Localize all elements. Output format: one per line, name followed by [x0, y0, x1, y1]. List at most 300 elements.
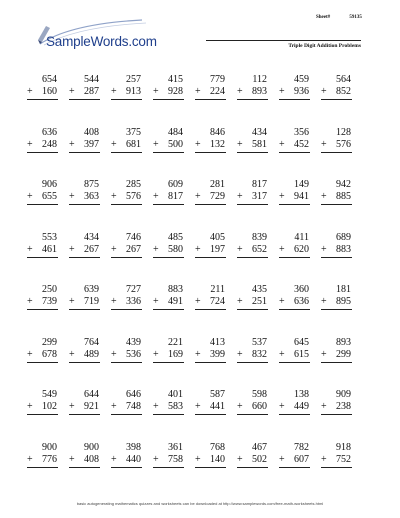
answer-line	[237, 414, 268, 415]
answer-line	[279, 257, 310, 258]
addition-problem	[234, 389, 276, 442]
addition-problem	[192, 74, 234, 127]
answer-line	[27, 204, 58, 205]
addend-bottom: 936	[294, 86, 309, 97]
addition-problem	[276, 232, 318, 285]
addend-top: 839	[252, 231, 267, 243]
addend-top: 211	[210, 284, 225, 295]
addend-top: 484	[168, 126, 183, 138]
addend-top: 415	[168, 74, 183, 85]
addend-bottom: 500	[168, 138, 183, 150]
plus-sign: +	[237, 296, 243, 307]
brand-logo[interactable]	[34, 18, 174, 58]
answer-line	[279, 152, 310, 153]
plus-sign: +	[153, 243, 159, 255]
answer-line	[279, 309, 310, 310]
addend-bottom: 399	[210, 348, 225, 360]
plus-sign: +	[153, 138, 159, 150]
plus-sign: +	[111, 401, 117, 412]
plus-sign: +	[237, 348, 243, 360]
addend-bottom: 267	[84, 243, 99, 255]
plus-sign: +	[321, 86, 327, 97]
addend-bottom: 652	[252, 243, 267, 255]
plus-sign: +	[321, 401, 327, 412]
addend-top: 906	[42, 179, 57, 190]
addition-problem	[108, 389, 150, 442]
addition-problem	[192, 284, 234, 337]
plus-sign: +	[69, 86, 75, 97]
addition-problem	[318, 337, 360, 390]
addend-top: 689	[336, 231, 351, 243]
addition-problem	[192, 389, 234, 442]
addition-problem	[276, 389, 318, 442]
addition-problem	[24, 389, 66, 442]
plus-sign: +	[321, 348, 327, 360]
addition-problem	[234, 74, 276, 127]
plus-sign: +	[111, 348, 117, 360]
addend-top: 587	[210, 389, 225, 400]
addition-problem	[66, 127, 108, 180]
addend-bottom: 832	[252, 348, 267, 360]
answer-line	[195, 152, 226, 153]
plus-sign: +	[111, 191, 117, 202]
addition-problem	[66, 74, 108, 127]
addend-top: 181	[336, 284, 351, 295]
answer-line	[195, 99, 226, 100]
addend-bottom: 776	[42, 453, 57, 465]
addition-problem	[108, 127, 150, 180]
answer-line	[153, 309, 184, 310]
addend-bottom: 724	[210, 296, 225, 307]
answer-line	[27, 414, 58, 415]
plus-sign: +	[27, 138, 33, 150]
answer-line	[69, 414, 100, 415]
addition-problem	[318, 284, 360, 337]
plus-sign: +	[237, 453, 243, 465]
addend-bottom: 248	[42, 138, 57, 150]
addend-top: 356	[294, 126, 309, 138]
addend-bottom: 748	[126, 401, 141, 412]
addend-top: 727	[126, 284, 141, 295]
addend-top: 564	[336, 74, 351, 85]
plus-sign: +	[153, 453, 159, 465]
plus-sign: +	[153, 401, 159, 412]
addend-top: 401	[168, 389, 183, 400]
plus-sign: +	[111, 138, 117, 150]
addend-bottom: 893	[252, 86, 267, 97]
addend-bottom: 102	[42, 401, 57, 412]
addend-bottom: 581	[252, 138, 267, 150]
answer-line	[111, 99, 142, 100]
addition-problem	[318, 179, 360, 232]
answer-line	[111, 152, 142, 153]
addend-top: 893	[336, 336, 351, 348]
addend-bottom: 461	[42, 243, 57, 255]
addend-bottom: 336	[126, 296, 141, 307]
addend-bottom: 317	[252, 191, 267, 202]
plus-sign: +	[195, 138, 201, 150]
addition-problem	[108, 179, 150, 232]
answer-line	[195, 414, 226, 415]
addend-bottom: 576	[336, 138, 351, 150]
plus-sign: +	[27, 401, 33, 412]
addend-top: 900	[84, 441, 99, 453]
addition-problem	[192, 337, 234, 390]
addend-bottom: 739	[42, 296, 57, 307]
answer-line	[69, 309, 100, 310]
addition-problem	[192, 232, 234, 285]
addition-problem	[66, 284, 108, 337]
addend-bottom: 921	[84, 401, 99, 412]
plus-sign: +	[111, 453, 117, 465]
answer-line	[321, 99, 352, 100]
addend-bottom: 913	[126, 86, 141, 97]
addend-top: 875	[84, 179, 99, 190]
addend-top: 900	[42, 441, 57, 453]
addend-top: 553	[42, 231, 57, 243]
addend-bottom: 197	[210, 243, 225, 255]
addend-bottom: 224	[210, 86, 225, 97]
addend-top: 434	[252, 126, 267, 138]
plus-sign: +	[321, 191, 327, 202]
answer-line	[237, 467, 268, 468]
addend-top: 299	[42, 336, 57, 348]
addend-top: 639	[84, 284, 99, 295]
addition-problem	[318, 232, 360, 285]
addend-top: 485	[168, 231, 183, 243]
addend-top: 434	[84, 231, 99, 243]
addend-top: 257	[126, 74, 141, 85]
answer-line	[27, 309, 58, 310]
plus-sign: +	[321, 138, 327, 150]
plus-sign: +	[111, 86, 117, 97]
plus-sign: +	[237, 86, 243, 97]
addend-bottom: 583	[168, 401, 183, 412]
addition-problem	[276, 74, 318, 127]
addend-bottom: 655	[42, 191, 57, 202]
answer-line	[69, 467, 100, 468]
addend-bottom: 502	[252, 453, 267, 465]
addition-problem	[108, 232, 150, 285]
plus-sign: +	[27, 243, 33, 255]
addition-problem	[192, 442, 234, 495]
addend-bottom: 169	[168, 348, 183, 360]
plus-sign: +	[111, 296, 117, 307]
addition-problem	[234, 442, 276, 495]
addition-problem	[66, 337, 108, 390]
answer-line	[195, 257, 226, 258]
worksheet-title: Triple Digit Addition Problems	[288, 43, 361, 49]
answer-line	[237, 152, 268, 153]
addend-bottom: 885	[336, 191, 351, 202]
addition-problem	[108, 284, 150, 337]
plus-sign: +	[279, 296, 285, 307]
addend-bottom: 883	[336, 243, 351, 255]
addend-top: 375	[126, 126, 141, 138]
addition-problem	[66, 232, 108, 285]
addition-problem	[24, 74, 66, 127]
addition-problem	[24, 232, 66, 285]
plus-sign: +	[195, 348, 201, 360]
answer-line	[195, 362, 226, 363]
addend-top: 779	[210, 74, 225, 85]
addend-bottom: 267	[126, 243, 141, 255]
plus-sign: +	[195, 453, 201, 465]
addend-top: 250	[42, 284, 57, 295]
plus-sign: +	[237, 401, 243, 412]
addition-problem	[234, 127, 276, 180]
plus-sign: +	[279, 191, 285, 202]
sheet-number: 59135	[349, 15, 362, 20]
addition-problem	[234, 284, 276, 337]
answer-line	[27, 467, 58, 468]
answer-line	[237, 362, 268, 363]
plus-sign: +	[69, 348, 75, 360]
answer-line	[153, 257, 184, 258]
addition-problem	[276, 284, 318, 337]
answer-line	[321, 204, 352, 205]
addend-top: 598	[252, 389, 267, 400]
addend-top: 112	[252, 74, 267, 85]
addend-top: 408	[84, 126, 99, 138]
addend-top: 817	[252, 179, 267, 190]
answer-line	[153, 99, 184, 100]
addition-problem	[234, 232, 276, 285]
addend-top: 646	[126, 389, 141, 400]
answer-line	[237, 204, 268, 205]
addend-bottom: 441	[210, 401, 225, 412]
addend-bottom: 140	[210, 453, 225, 465]
answer-line	[279, 414, 310, 415]
addend-bottom: 895	[336, 296, 351, 307]
addition-problem	[66, 442, 108, 495]
addition-problem	[234, 179, 276, 232]
addend-bottom: 681	[126, 138, 141, 150]
addition-problem	[108, 337, 150, 390]
addition-problem	[318, 127, 360, 180]
addend-top: 883	[168, 284, 183, 295]
plus-sign: +	[195, 191, 201, 202]
answer-line	[111, 362, 142, 363]
answer-line	[321, 257, 352, 258]
addition-problem	[24, 284, 66, 337]
plus-sign: +	[321, 243, 327, 255]
answer-line	[27, 99, 58, 100]
answer-line	[195, 309, 226, 310]
addend-top: 360	[294, 284, 309, 295]
addend-bottom: 660	[252, 401, 267, 412]
plus-sign: +	[69, 243, 75, 255]
addend-top: 636	[42, 126, 57, 138]
answer-line	[153, 362, 184, 363]
answer-line	[111, 467, 142, 468]
addition-problem	[24, 442, 66, 495]
addend-top: 361	[168, 441, 183, 453]
addition-problem	[150, 127, 192, 180]
addend-top: 435	[252, 284, 267, 295]
answer-line	[111, 257, 142, 258]
addition-problem	[276, 127, 318, 180]
addend-bottom: 299	[336, 348, 351, 360]
addend-top: 544	[84, 74, 99, 85]
plus-sign: +	[321, 296, 327, 307]
plus-sign: +	[69, 296, 75, 307]
plus-sign: +	[69, 138, 75, 150]
addend-bottom: 928	[168, 86, 183, 97]
addition-problem	[150, 284, 192, 337]
addend-bottom: 449	[294, 401, 309, 412]
addition-problem	[150, 232, 192, 285]
answer-line	[153, 414, 184, 415]
addition-problem	[234, 337, 276, 390]
addend-bottom: 489	[84, 348, 99, 360]
answer-line	[111, 204, 142, 205]
answer-line	[321, 152, 352, 153]
addend-bottom: 160	[42, 86, 57, 97]
addend-top: 149	[294, 179, 309, 190]
plus-sign: +	[279, 453, 285, 465]
addend-top: 645	[294, 336, 309, 348]
plus-sign: +	[153, 348, 159, 360]
addend-bottom: 852	[336, 86, 351, 97]
addition-problem	[318, 442, 360, 495]
addition-problem	[24, 179, 66, 232]
addend-top: 138	[294, 389, 309, 400]
addend-bottom: 397	[84, 138, 99, 150]
answer-line	[111, 309, 142, 310]
plus-sign: +	[195, 296, 201, 307]
answer-line	[69, 257, 100, 258]
addend-top: 398	[126, 441, 141, 453]
plus-sign: +	[279, 138, 285, 150]
answer-line	[69, 152, 100, 153]
answer-line	[195, 467, 226, 468]
title-rule	[206, 40, 361, 41]
addition-problem	[276, 442, 318, 495]
answer-line	[27, 152, 58, 153]
addition-problem	[192, 179, 234, 232]
plus-sign: +	[237, 138, 243, 150]
addend-top: 411	[294, 231, 309, 243]
footer-note: basic autogenerating mathematics quizzes and worksheets can be downloaded at http://www.samplewords.com/free-math-worksheets.html	[76, 501, 324, 506]
addend-top: 128	[336, 126, 351, 138]
addend-top: 768	[210, 441, 225, 453]
plus-sign: +	[279, 401, 285, 412]
addend-bottom: 620	[294, 243, 309, 255]
addend-top: 644	[84, 389, 99, 400]
addend-top: 846	[210, 126, 225, 138]
addition-problem	[318, 74, 360, 127]
addend-bottom: 719	[84, 296, 99, 307]
answer-line	[153, 467, 184, 468]
plus-sign: +	[111, 243, 117, 255]
answer-line	[69, 204, 100, 205]
addend-bottom: 580	[168, 243, 183, 255]
addend-top: 413	[210, 336, 225, 348]
addend-bottom: 238	[336, 401, 351, 412]
addend-bottom: 607	[294, 453, 309, 465]
answer-line	[27, 257, 58, 258]
addend-bottom: 251	[252, 296, 267, 307]
plus-sign: +	[195, 86, 201, 97]
plus-sign: +	[27, 296, 33, 307]
addend-top: 459	[294, 74, 309, 85]
answer-line	[237, 257, 268, 258]
addend-bottom: 536	[126, 348, 141, 360]
addend-top: 549	[42, 389, 57, 400]
addition-problem	[150, 389, 192, 442]
addend-bottom: 408	[84, 453, 99, 465]
addition-problem	[318, 389, 360, 442]
plus-sign: +	[153, 86, 159, 97]
plus-sign: +	[69, 401, 75, 412]
plus-sign: +	[195, 401, 201, 412]
addend-bottom: 678	[42, 348, 57, 360]
addend-bottom: 817	[168, 191, 183, 202]
addition-problem	[150, 442, 192, 495]
plus-sign: +	[237, 191, 243, 202]
addition-problem	[24, 337, 66, 390]
addend-bottom: 636	[294, 296, 309, 307]
answer-line	[153, 152, 184, 153]
answer-line	[321, 362, 352, 363]
plus-sign: +	[153, 191, 159, 202]
answer-line	[27, 362, 58, 363]
answer-line	[279, 362, 310, 363]
plus-sign: +	[279, 348, 285, 360]
addend-bottom: 576	[126, 191, 141, 202]
plus-sign: +	[153, 296, 159, 307]
addition-problem	[150, 337, 192, 390]
plus-sign: +	[27, 191, 33, 202]
addend-bottom: 363	[84, 191, 99, 202]
addition-problem	[66, 179, 108, 232]
answer-line	[321, 467, 352, 468]
answer-line	[237, 309, 268, 310]
answer-line	[321, 309, 352, 310]
addend-top: 609	[168, 179, 183, 190]
addition-problem	[66, 389, 108, 442]
addition-problem	[192, 127, 234, 180]
sheet-label: Sheet#	[316, 15, 331, 20]
addend-bottom: 758	[168, 453, 183, 465]
problem-grid	[24, 74, 360, 494]
answer-line	[69, 362, 100, 363]
plus-sign: +	[279, 243, 285, 255]
addition-problem	[150, 74, 192, 127]
addition-problem	[150, 179, 192, 232]
addend-top: 537	[252, 336, 267, 348]
addend-top: 918	[336, 441, 351, 453]
addend-top: 281	[210, 179, 225, 190]
addition-problem	[276, 337, 318, 390]
addend-top: 285	[126, 179, 141, 190]
addend-top: 764	[84, 336, 99, 348]
addend-top: 909	[336, 389, 351, 400]
plus-sign: +	[321, 453, 327, 465]
addend-top: 746	[126, 231, 141, 243]
plus-sign: +	[69, 453, 75, 465]
addend-bottom: 615	[294, 348, 309, 360]
addition-problem	[276, 179, 318, 232]
plus-sign: +	[69, 191, 75, 202]
addend-bottom: 132	[210, 138, 225, 150]
addend-bottom: 941	[294, 191, 309, 202]
plus-sign: +	[237, 243, 243, 255]
answer-line	[279, 204, 310, 205]
addend-bottom: 287	[84, 86, 99, 97]
answer-line	[69, 99, 100, 100]
